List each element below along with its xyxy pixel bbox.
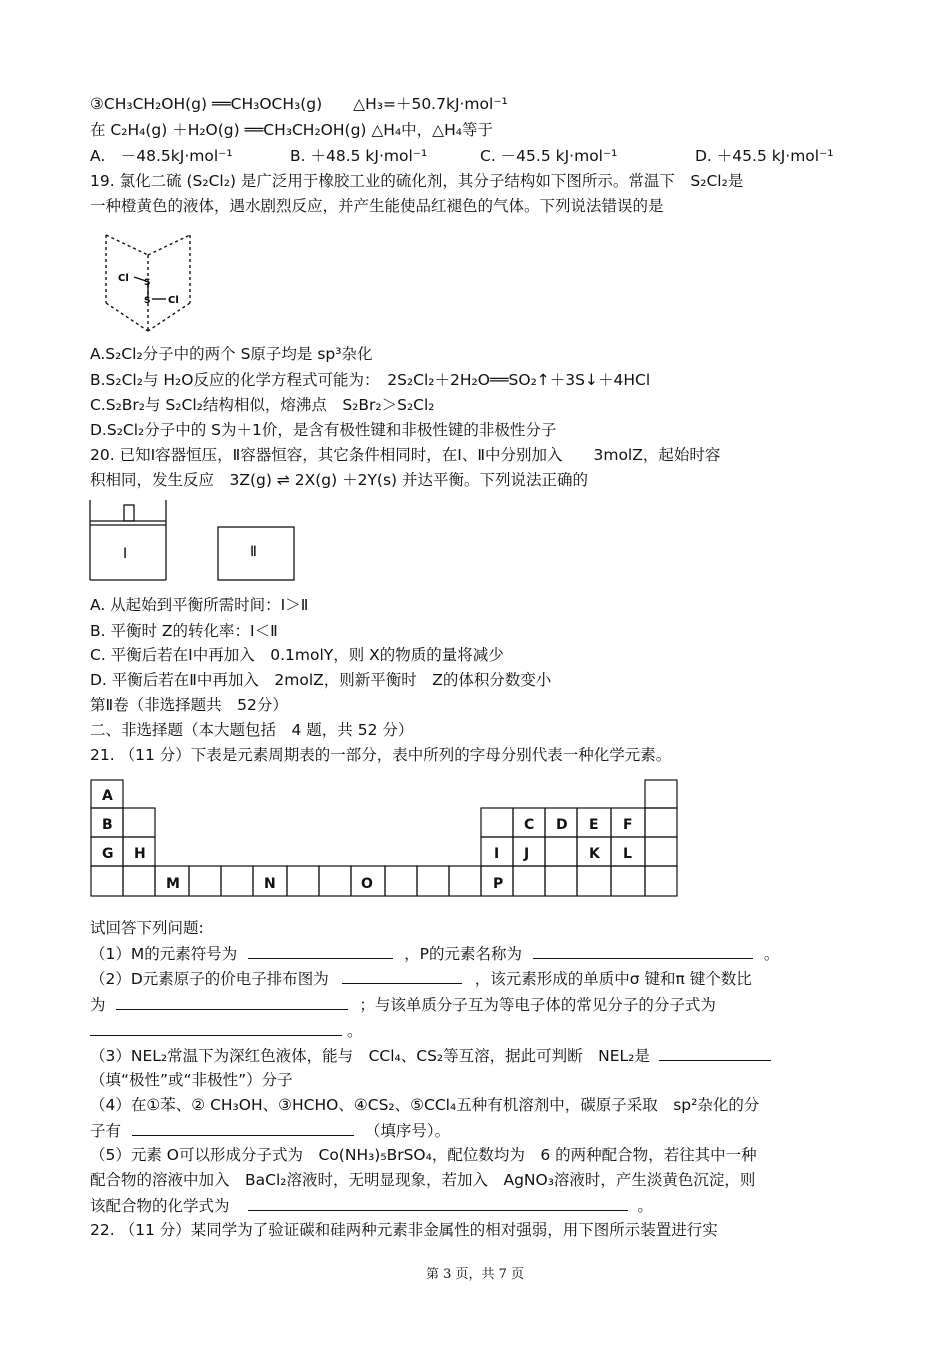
q19-option-d: D.S₂Cl₂分子中的 S为＋1价，是含有极性键和非极性键的非极性分子	[90, 421, 557, 439]
questions-intro: 试回答下列问题:	[90, 919, 204, 937]
q21-stem: 21. （11 分）下表是元素周期表的一部分，表中所列的字母分别代表一种化学元素。	[90, 746, 672, 764]
q21-part-3-line-1: （3）NEL₂常温下为深红色液体，能与 CCl₄、CS₂等互溶，据此可判断 NEL₂是	[90, 1044, 771, 1067]
element-d: D	[556, 817, 568, 833]
m-symbol-blank[interactable]	[248, 942, 393, 959]
isoelectronic-molecule-blank[interactable]	[90, 1019, 342, 1036]
element-o: O	[361, 876, 373, 892]
element-n: N	[264, 876, 276, 892]
container-2-label: Ⅱ	[250, 544, 257, 560]
q21-part-5-line-3: 该配合物的化学式为 。	[90, 1194, 653, 1217]
s2cl2-structure-diagram	[98, 225, 208, 340]
element-b: B	[102, 817, 113, 833]
element-k: K	[589, 846, 600, 862]
section-2-title: 第Ⅱ卷（非选择题共 52分）	[90, 696, 288, 714]
containers-diagram	[88, 500, 303, 585]
section-2-subtitle: 二、非选择题（本大题包括 4 题，共 52 分）	[90, 721, 414, 739]
q21-part-5-line-2: 配合物的溶液中加入 BaCl₂溶液时，无明显现象，若加入 AgNO₃溶液时，产生淡黄色沉淀，则	[90, 1171, 756, 1189]
sulfur-label-1: S	[144, 278, 151, 288]
bond-ratio-blank[interactable]	[116, 993, 348, 1010]
element-h: H	[134, 846, 146, 862]
p-name-blank[interactable]	[533, 942, 753, 959]
element-f: F	[623, 817, 633, 833]
chlorine-label-2: Cl	[168, 295, 179, 306]
q18-option-b: B. ＋48.5 kJ·mol⁻¹	[290, 147, 428, 165]
d-orbital-diagram-blank[interactable]	[342, 967, 462, 984]
element-a: A	[102, 788, 113, 804]
q21-part-4-line-1: （4）在①苯、② CH₃OH、③HCHO、④CS₂、⑤CCl₄五种有机溶剂中，碳原子采取 sp²杂化的分	[90, 1096, 760, 1114]
element-i: I	[494, 846, 500, 862]
q20-stem-2: 积相同，发生反应 3Z(g) ⇌ 2X(g) ＋2Y(s) 并达平衡。下列说法正确的	[90, 471, 589, 489]
element-l: L	[623, 846, 632, 862]
q21-part-2-line-2: 为 ；与该单质分子互为等电子体的常见分子的分子式为	[90, 993, 716, 1016]
q21-part-1: （1）M的元素符号为 ，P的元素名称为 。	[90, 942, 779, 965]
q20-option-d: D. 平衡后若在Ⅱ中再加入 2molZ，则新平衡时 Z的体积分数变小	[90, 671, 552, 689]
element-p: P	[493, 876, 504, 892]
q20-option-c: C. 平衡后若在Ⅰ中再加入 0.1molY，则 X的物质的量将减少	[90, 646, 504, 664]
chlorine-label-1: Cl	[118, 273, 129, 284]
polarity-blank[interactable]	[659, 1044, 771, 1061]
q21-part-5-line-1: （5）元素 O可以形成分子式为 Co(NH₃)₅BrSO₄，配位数均为 6 的两种配合物，若往其中一种	[90, 1146, 757, 1164]
page-footer: 第 3 页，共 7 页	[425, 1267, 525, 1282]
complex-formula-blank[interactable]	[248, 1194, 628, 1211]
q20-option-a: A. 从起始到平衡所需时间：Ⅰ＞Ⅱ	[90, 596, 309, 614]
q19-option-a: A.S₂Cl₂分子中的两个 S原子均是 sp³杂化	[90, 345, 373, 363]
q18-option-a: A. －48.5kJ·mol⁻¹	[90, 147, 233, 165]
sp2-solvent-blank[interactable]	[132, 1119, 354, 1136]
element-m: M	[166, 876, 180, 892]
element-g: G	[102, 846, 114, 862]
equation-line-4: 在 C₂H₄(g) ＋H₂O(g) ══CH₃CH₂OH(g) △H₄中，△H₄等于	[90, 121, 493, 139]
q20-stem-1: 20. 已知Ⅰ容器恒压，Ⅱ容器恒容，其它条件相同时，在Ⅰ、Ⅱ中分别加入 3molZ，起始时容	[90, 446, 721, 464]
q21-part-2-line-3: 。	[90, 1019, 362, 1042]
q21-part-4-line-2: 子有 （填序号）。	[90, 1119, 450, 1142]
q21-part-3-line-2: （填“极性”或“非极性”）分子	[90, 1071, 293, 1089]
container-1-label: Ⅰ	[123, 546, 128, 562]
element-c: C	[524, 817, 535, 833]
sulfur-label-2: S	[144, 296, 151, 306]
q18-option-d: D. ＋45.5 kJ·mol⁻¹	[695, 147, 834, 165]
element-e: E	[589, 817, 599, 833]
q20-option-b: B. 平衡时 Z的转化率：Ⅰ＜Ⅱ	[90, 622, 278, 640]
q19-stem-2: 一种橙黄色的液体，遇水剧烈反应，并产生能使品红褪色的气体。下列说法错误的是	[90, 197, 664, 215]
element-j: J	[524, 846, 530, 862]
q21-part-2-line-1: （2）D元素原子的价电子排布图为 ，该元素形成的单质中σ 键和π 键个数比	[90, 967, 752, 990]
q19-stem-1: 19. 氯化二硫 (S₂Cl₂) 是广泛用于橡胶工业的硫化剂，其分子结构如下图所示。常温下 S₂Cl₂是	[90, 172, 744, 190]
q22-stem: 22. （11 分）某同学为了验证碳和硅两种元素非金属性的相对强弱，用下图所示装置进行实	[90, 1221, 718, 1239]
q18-option-c: C. －45.5 kJ·mol⁻¹	[480, 147, 618, 165]
q19-option-b: B.S₂Cl₂与 H₂O反应的化学方程式可能为： 2S₂Cl₂＋2H₂O══SO₂↑＋3S↓＋4HCl	[90, 371, 651, 389]
equation-line-3: ③CH₃CH₂OH(g) ══CH₃OCH₃(g) △H₃=＋50.7kJ·mol⁻¹	[90, 95, 508, 113]
periodic-table-fragment	[88, 777, 683, 902]
q19-option-c: C.S₂Br₂与 S₂Cl₂结构相似，熔沸点 S₂Br₂＞S₂Cl₂	[90, 396, 435, 414]
